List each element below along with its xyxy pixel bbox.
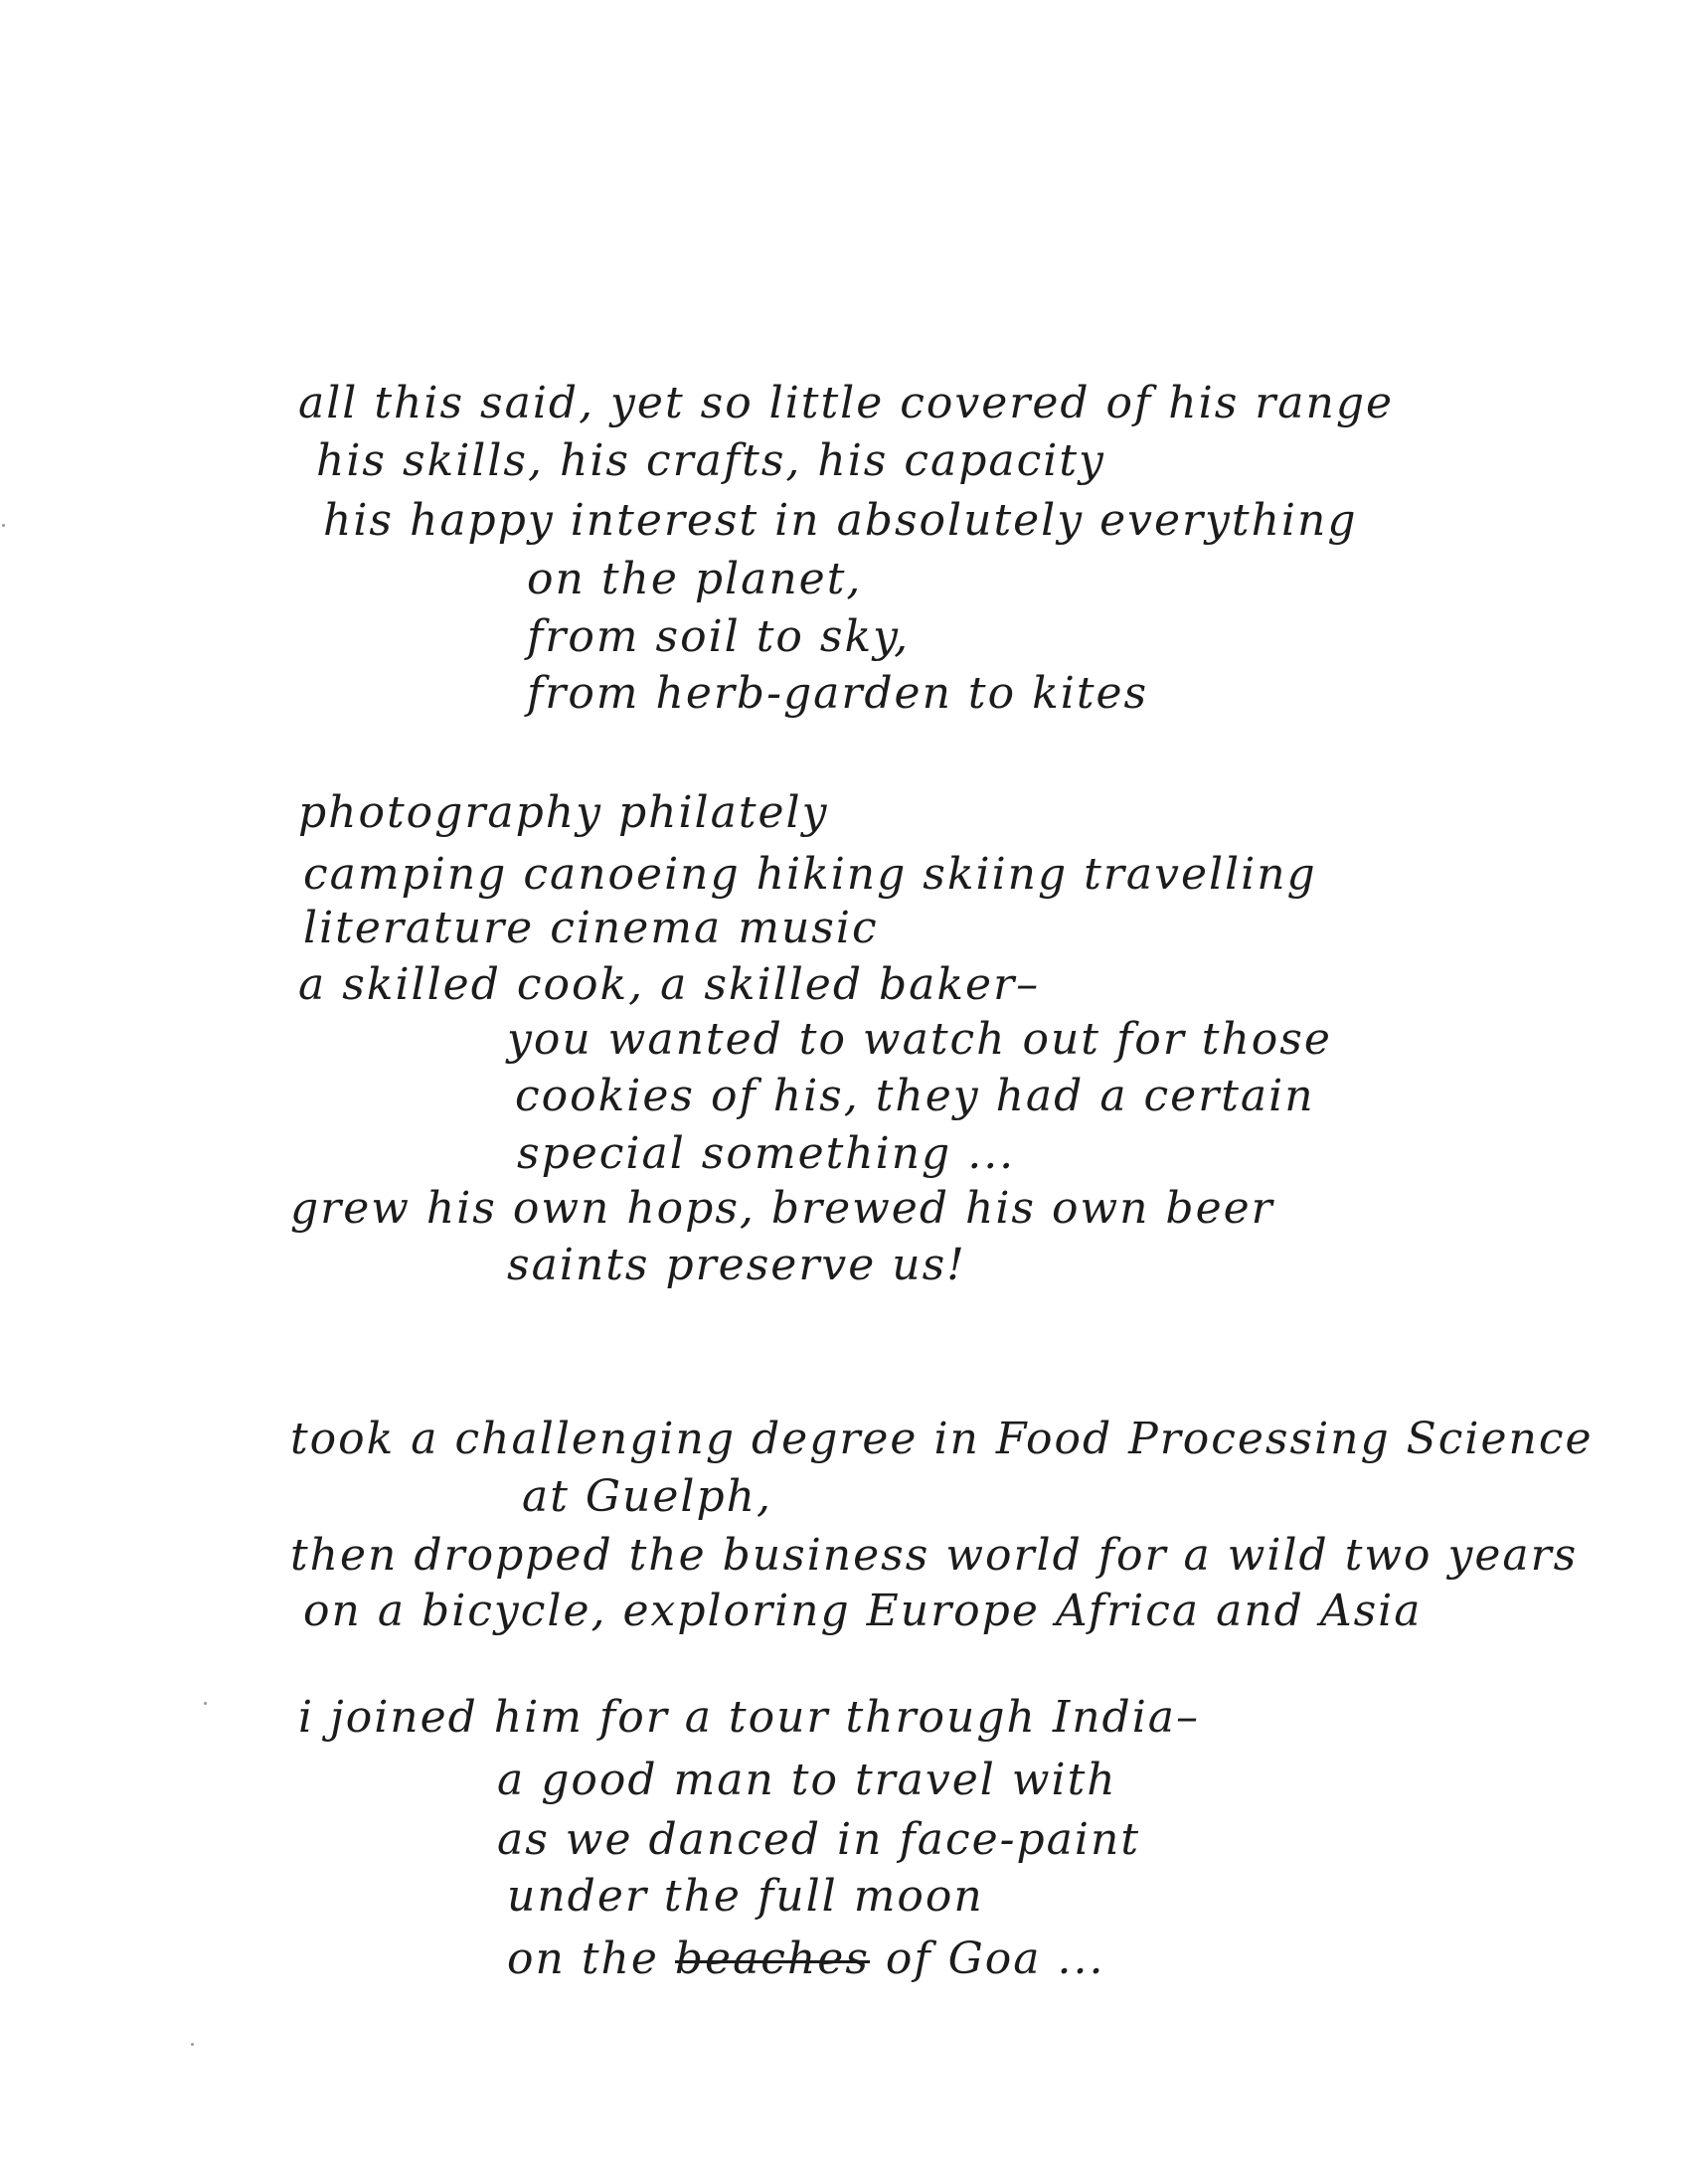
poem-line: grew his own hops, brewed his own beer	[290, 1183, 1274, 1234]
poem-line: all this said, yet so little covered of his range	[298, 378, 1395, 428]
poem-line: camping canoeing hiking skiing travelling	[303, 849, 1317, 900]
poem-line: from herb-garden to kites	[527, 668, 1149, 719]
poem-line: his skills, his crafts, his capacity	[316, 435, 1105, 486]
poem-line: you wanted to watch out for those	[507, 1014, 1332, 1065]
poem-line: saints preserve us!	[507, 1240, 966, 1290]
scan-speck	[191, 2043, 194, 2046]
crossed-out-word: beaches	[675, 1932, 870, 1987]
poem-line: then dropped the business world for a wild two years	[290, 1530, 1579, 1581]
poem-line: literature cinema music	[303, 903, 879, 953]
poem-line: under the full moon	[507, 1871, 984, 1922]
poem-line: on the planet,	[527, 554, 863, 604]
poem-line: special something ...	[517, 1128, 1016, 1179]
poem-line	[507, 1932, 1104, 1987]
poem-line: as we danced in face-paint	[497, 1814, 1141, 1865]
poem-text: of Goa ...	[869, 1933, 1105, 1984]
poem-line: at Guelph,	[522, 1471, 772, 1522]
scan-speck	[2, 524, 5, 527]
poem-line: photography philately	[298, 787, 829, 838]
poem-line: a skilled cook, a skilled baker–	[298, 959, 1041, 1010]
poem-line: cookies of his, they had a certain	[515, 1071, 1315, 1121]
poem-line: from soil to sky,	[527, 611, 911, 662]
poem-text: on the	[507, 1933, 675, 1984]
poem-line: took a challenging degree in Food Processing Science	[290, 1414, 1594, 1464]
poem-line: i joined him for a tour through India–	[298, 1692, 1201, 1743]
poem-line: on a bicycle, exploring Europe Africa and Asia	[303, 1586, 1423, 1636]
poem-line: his happy interest in absolutely everything	[323, 495, 1358, 546]
poem-line: a good man to travel with	[497, 1755, 1117, 1805]
scan-speck	[204, 1702, 207, 1705]
